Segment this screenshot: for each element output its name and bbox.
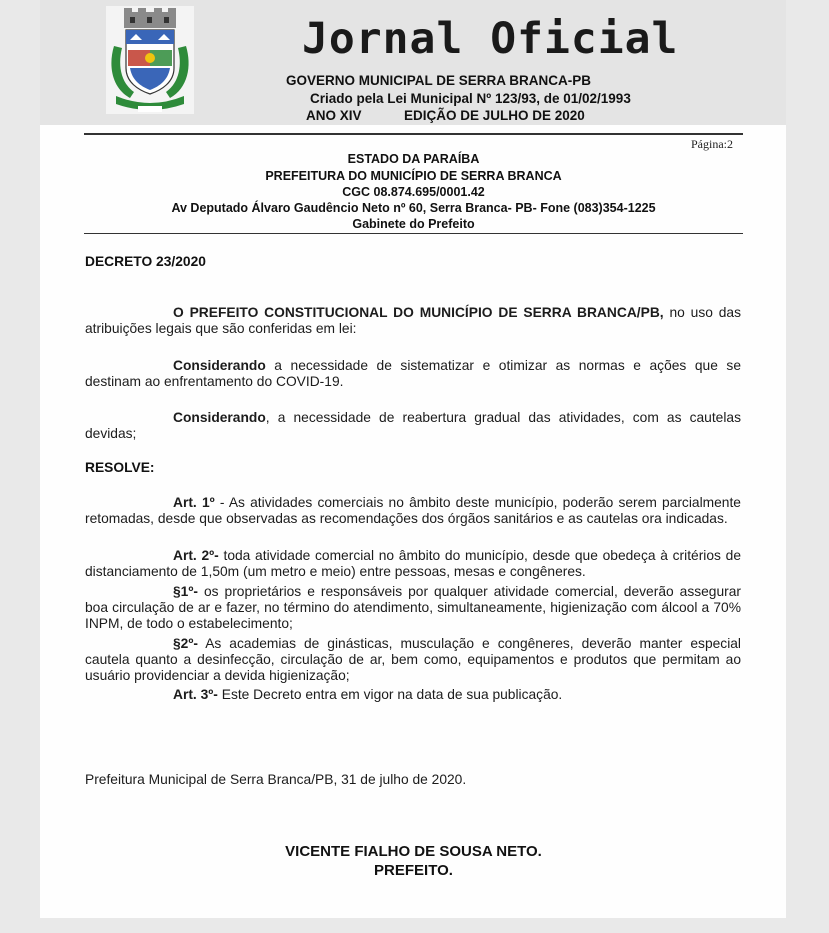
place-and-date: Prefeitura Municipal de Serra Branca/PB, 31 de julho de 2020.	[85, 772, 467, 787]
considerando-1	[85, 358, 741, 390]
article-1-text: - As atividades comerciais no âmbito deste município, poderão serem parcialmente retomadas, desde que observadas as recomendações dos órgãos sanitários e as cautelas ora indicadas.	[85, 495, 741, 526]
intro-rest: no uso das atribuições legais que são conferidas em lei:	[85, 305, 741, 336]
considerando-1-text: a necessidade de sistematizar e otimizar as normas e ações que se destinam ao enfrentamento do COVID-19.	[85, 358, 741, 389]
article-1-label: Art. 1º	[173, 495, 215, 510]
prefecture-name: PREFEITURA DO MUNICÍPIO DE SERRA BRANCA	[265, 169, 562, 183]
government-line: GOVERNO MUNICIPAL DE SERRA BRANCA-PB	[286, 73, 592, 88]
paragraph-1	[85, 584, 741, 631]
document-page	[40, 0, 786, 918]
header-rule	[84, 133, 743, 135]
paragraph-2	[85, 636, 741, 683]
year-label: ANO XIV	[306, 108, 362, 123]
page-number: Página:2	[691, 137, 733, 151]
crest-emblem-icon	[106, 6, 194, 114]
municipal-crest-logo	[106, 6, 194, 114]
article-2-label: Art. 2º-	[173, 548, 219, 563]
intro-authority: O PREFEITO CONSTITUCIONAL DO MUNICÍPIO DE SERRA BRANCA/PB,	[173, 305, 664, 320]
cgc-number: CGC 08.874.695/0001.42	[342, 185, 485, 199]
edition-label: EDIÇÃO DE JULHO DE 2020	[404, 108, 585, 123]
article-3	[85, 687, 741, 703]
considerando-2-label: Considerando	[173, 410, 266, 425]
signer-name: VICENTE FIALHO DE SOUSA NETO.	[285, 843, 542, 860]
address-line: Av Deputado Álvaro Gaudêncio Neto nº 60, Serra Branca- PB- Fone (083)354-1225	[171, 201, 656, 215]
paragraph-2-label: §2º-	[173, 636, 198, 651]
paragraph-1-text: os proprietários e responsáveis por qualquer atividade comercial, deverão assegurar boa circulação de ar e fazer, no término do atendimento, simultaneamente, higienização com álcool a 70% INPM, de todo o estabelecimento;	[85, 584, 741, 631]
decree-intro	[85, 305, 741, 337]
article-1	[85, 495, 741, 527]
journal-title: Jornal Oficial	[302, 14, 679, 64]
paragraph-1-label: §1º-	[173, 584, 198, 599]
signer-title: PREFEITO.	[374, 862, 453, 879]
article-3-label: Art. 3º-	[173, 687, 218, 702]
considerando-1-label: Considerando	[173, 358, 266, 373]
paragraph-2-text: As academias de ginásticas, musculação e congêneres, deverão manter especial cautela quanto a desinfecção, circulação de ar, bem como, equipamentos e produtos que permitam ao usuário providenciar a devida higienização;	[85, 636, 741, 683]
considerando-2	[85, 410, 741, 442]
creation-law-line: Criado pela Lei Municipal Nº 123/93, de 01/02/1993	[310, 91, 631, 106]
article-2-text: toda atividade comercial no âmbito do município, desde que obedeça à critérios de distanciamento de 1,50m (um metro e meio) entre pessoas, mesas e congêneres.	[85, 548, 741, 579]
article-2	[85, 548, 741, 580]
masthead	[40, 0, 786, 125]
office-name: Gabinete do Prefeito	[352, 217, 475, 231]
decree-number: DECRETO 23/2020	[85, 254, 206, 269]
considerando-2-text: , a necessidade de reabertura gradual das atividades, com as cautelas devidas;	[85, 410, 741, 441]
resolve-heading: RESOLVE:	[85, 460, 155, 475]
section-rule	[84, 233, 743, 234]
article-3-text: Este Decreto entra em vigor na data de sua publicação.	[217, 687, 563, 702]
state-name: ESTADO DA PARAÍBA	[347, 152, 480, 166]
